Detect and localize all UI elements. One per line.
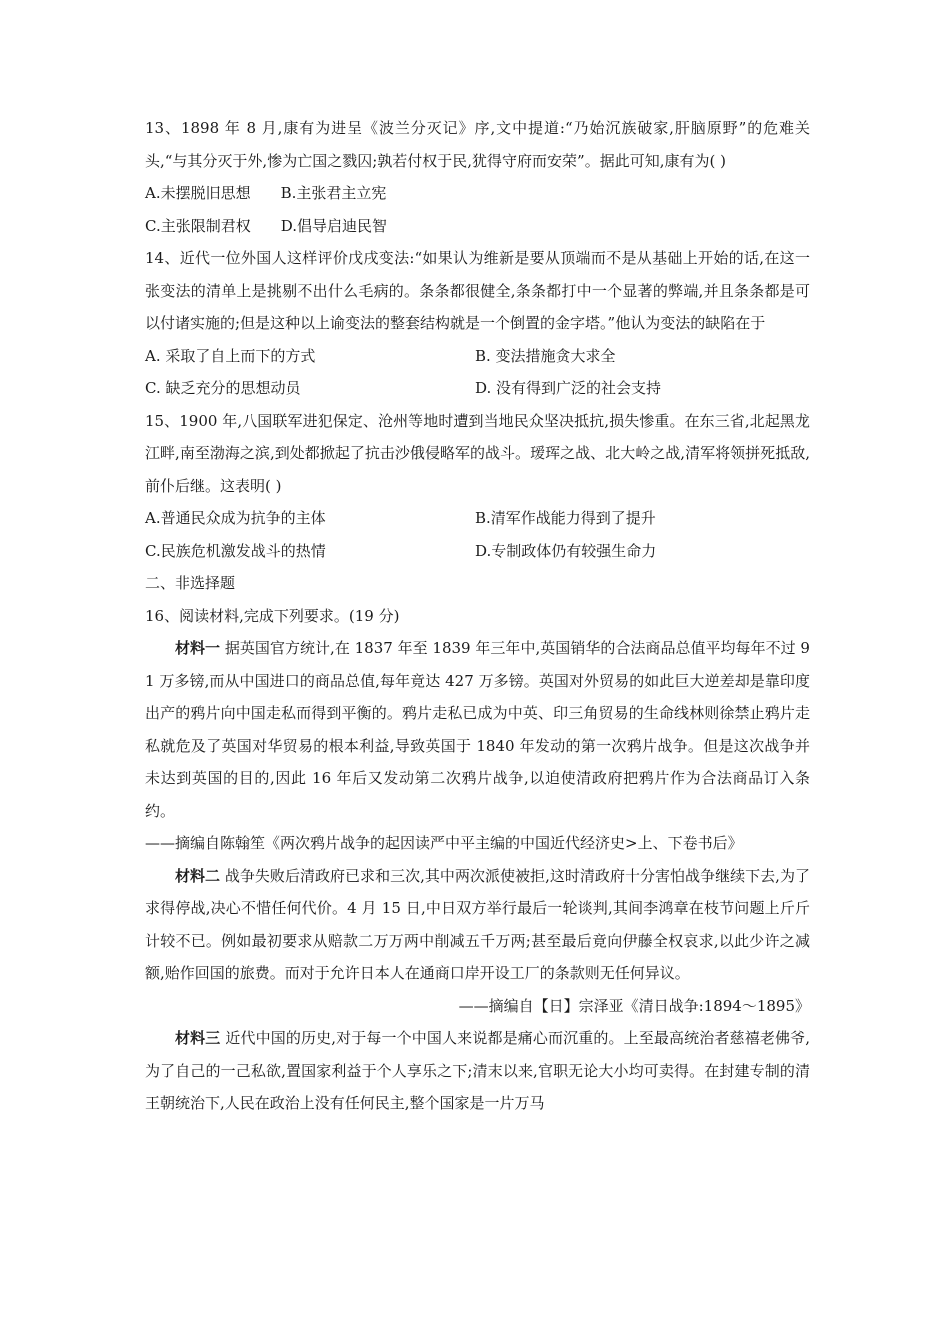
- q16-stem: 16、阅读材料,完成下列要求。(19 分): [145, 606, 400, 625]
- q15-option-a[interactable]: A.普通民众成为抗争的主体: [145, 509, 326, 527]
- q15-options-row2: [145, 535, 810, 568]
- material-1-source: ——摘编自陈翰笙《两次鸦片战争的起因读严中平主编的中国近代经济史>上、下卷书后》: [145, 834, 743, 852]
- q14-option-a[interactable]: A. 采取了自上而下的方式: [145, 346, 316, 365]
- material-1: [145, 632, 810, 827]
- q15-option-b[interactable]: B.清军作战能力得到了提升: [475, 509, 656, 527]
- section-heading: 二、非选择题: [145, 574, 236, 592]
- q13-option-b[interactable]: B.主张君主立宪: [280, 184, 387, 202]
- q14-option-c[interactable]: C. 缺乏充分的思想动员: [145, 379, 301, 397]
- q13-options-row1: [145, 177, 810, 210]
- q14-option-d[interactable]: D. 没有得到广泛的社会支持: [475, 379, 662, 397]
- q14-option-b[interactable]: B. 变法措施贪大求全: [475, 346, 616, 365]
- material-3-label: 材料三: [175, 1029, 221, 1047]
- q15-stem: 15、1900 年,八国联军进犯保定、沧州等地时遭到当地民众坚决抵抗,损失惨重。在东三省,北起黑龙江畔,南至渤海之滨,到处都掀起了抗击沙俄侵略军的战斗。瑷珲之战、北大岭之战,清军将领拼死抵敌,前仆后继。这表明( ): [145, 411, 810, 495]
- q13-option-c[interactable]: C.主张限制君权: [145, 216, 251, 235]
- exam-page: [145, 112, 810, 1120]
- q14-options-row2: [145, 372, 810, 405]
- q15-option-c[interactable]: C.民族危机激发战斗的热情: [145, 541, 326, 560]
- material-2-label: 材料二: [175, 866, 221, 885]
- q13-options-row2: [145, 210, 810, 243]
- material-3: [145, 1022, 810, 1120]
- q15-option-d[interactable]: D.专制政体仍有较强生命力: [475, 541, 657, 560]
- q13-option-d[interactable]: D.倡导启迪民智: [280, 216, 387, 235]
- q14-options-row1: [145, 340, 810, 373]
- q14-stem: 14、近代一位外国人这样评价戊戌变法:“如果认为维新是要从顶端而不是从基础上开始的话,在这一张变法的清单上是挑剔不出什么毛病的。条条都很健全,条条都打中一个显著的弊端,并且条条都是可以付诸实施的;但是这种以上谕变法的整套结构就是一个倒置的金字塔。”他认为变法的缺陷在于: [145, 249, 810, 332]
- q13-stem: 13、1898 年 8 月,康有为进呈《波兰分灭记》序,文中提道:“乃始沉族破家,肝脑原野”的危难关头,“与其分灭于外,惨为亡国之戮囚;孰若付权于民,犹得守府而安荣”。据此可知,康有为( ): [145, 119, 810, 170]
- q15-options-row1: [145, 502, 810, 535]
- material-2-source: ——摘编自【日】宗泽亚《清日战争:1894～1895》: [458, 996, 810, 1015]
- material-2-text: 战争失败后清政府已求和三次,其中两次派使被拒,这时清政府十分害怕战争继续下去,为了求得停战,决心不惜任何代价。4 月 15 日,中日双方举行最后一轮谈判,其间李鸿章在枝节问题上斤斤计较不已。例如最初要求从赔款二万万两中削减五千万两;甚至最后竟向伊藤全权哀求,以此少许之减额,贻作回国的旅费。而对于允许日本人在通商口岸开设工厂的条款则无任何异议。: [145, 866, 810, 982]
- material-1-text: 据英国官方统计,在 1837 年至 1839 年三年中,英国销华的合法商品总值平均每年不过 91 万多镑,而从中国进口的商品总值,每年竟达 427 万多镑。英国对外贸易的如此巨大逆差却是靠印度出产的鸦片向中国走私而得到平衡的。鸦片走私已成为中英、印三角贸易的生命线林则徐禁止鸦片走私就危及了英国对华贸易的根本利益,导致英国于 1840 年发动的第一次鸦片战争。但是这次战争并未达到英国的目的,因此 16 年后又发动第二次鸦片战争,以迫使清政府把鸦片作为合法商品订入条约。: [145, 639, 810, 820]
- material-1-label: 材料一: [175, 639, 221, 657]
- q13-option-a[interactable]: A.未摆脱旧思想: [145, 184, 251, 202]
- material-3-text: 近代中国的历史,对于每一个中国人来说都是痛心而沉重的。上至最高统治者慈禧老佛爷,为了自己的一己私欲,置国家利益于个人享乐之下;清末以来,官职无论大小均可卖得。在封建专制的清王朝统治下,人民在政治上没有任何民主,整个国家是一片万马: [145, 1029, 810, 1112]
- material-2: [145, 860, 810, 990]
